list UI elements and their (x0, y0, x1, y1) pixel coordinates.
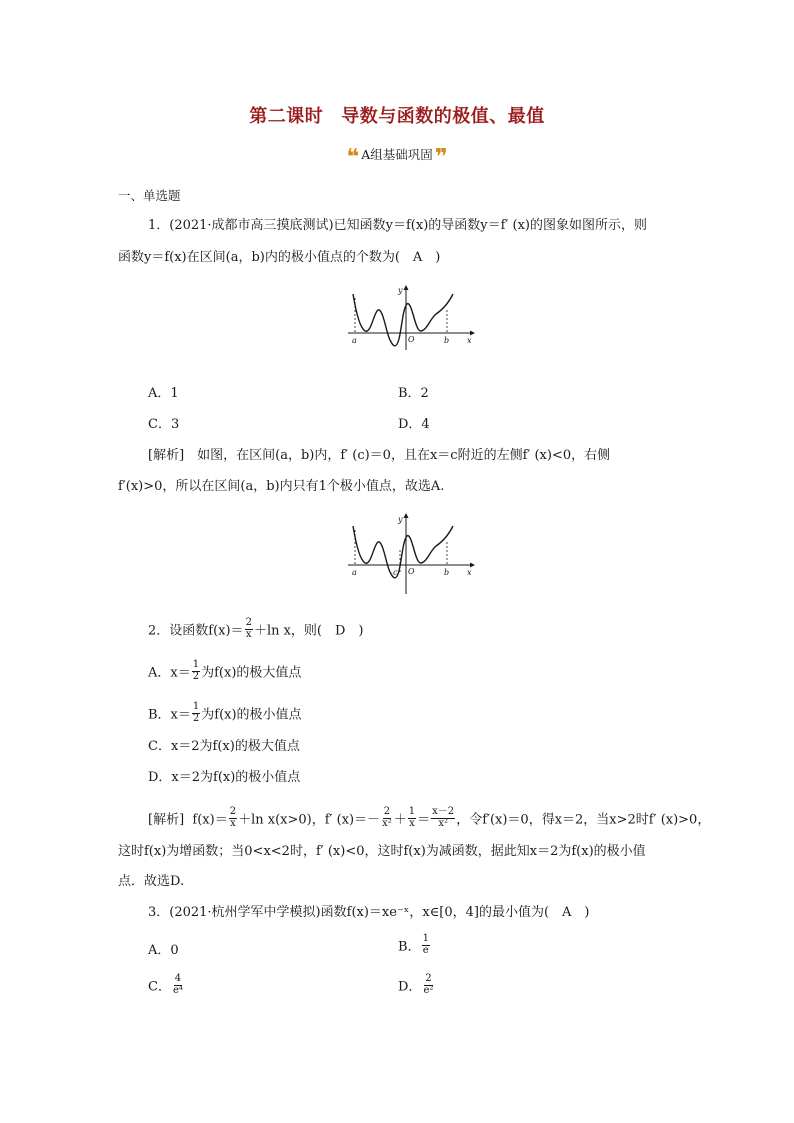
fraction-denominator: x (409, 817, 415, 829)
label-origin: O (408, 335, 415, 344)
fraction-denominator: e⁴ (172, 984, 183, 996)
q2-stem-suffix: ＋ln x，则( D ) (253, 623, 364, 639)
label-b: b (444, 568, 450, 577)
label-x: x (467, 336, 472, 345)
q1-analysis-line2: f′(x)>0，所以在区间(a，b)内只有1个极小值点，故选A. (118, 479, 445, 494)
q2-analysis-line3: 点．故选D. (118, 874, 185, 889)
label-y: y (398, 286, 403, 295)
label-a: a (352, 336, 357, 345)
fraction-numerator: x－2 (432, 806, 455, 817)
fraction-numerator: 4 (174, 973, 182, 984)
q1-option-c: C．3 (148, 417, 180, 432)
fraction (172, 974, 184, 996)
fraction (245, 618, 253, 640)
y-axis-arrow (404, 513, 409, 518)
q3-option-d (398, 973, 435, 998)
derivative-curve (353, 294, 453, 346)
group-badge-row (0, 145, 794, 170)
q2-analysis-line1 (148, 806, 711, 831)
label-b: b (444, 336, 450, 345)
fraction-denominator: x² (382, 817, 392, 829)
q2-analysis-line2: 这时f(x)为增函数；当0<x<2时，f′ (x)<0，这时f(x)为减函数，据此知x＝2为f(x)的极小值 (118, 844, 646, 859)
fraction (422, 934, 430, 956)
analysis-text: f(x)＝ (192, 812, 228, 828)
q2-option-a-suffix: 为f(x)的极大值点 (201, 665, 302, 681)
q1-option-b: B．2 (398, 386, 429, 401)
label-x: x (467, 568, 472, 577)
analysis-text: ，令f′(x)＝0，得x＝2，当x>2时f′ (x)>0， (456, 812, 711, 828)
q3-option-a: A．0 (148, 943, 179, 958)
fraction-numerator: 2 (245, 617, 252, 628)
derivative-curve (353, 526, 453, 578)
q1-option-a: A．1 (148, 386, 179, 401)
q2-option-b (148, 701, 302, 726)
fraction (422, 974, 434, 996)
q2-option-d: D．x＝2为f(x)的极小值点 (148, 770, 301, 785)
fraction-numerator: 2 (229, 806, 237, 817)
q3-option-d-prefix: D． (398, 979, 422, 995)
label-a: a (352, 568, 357, 577)
q2-option-a (148, 659, 302, 684)
fraction-numerator: 1 (408, 806, 416, 817)
fraction-numerator: 1 (422, 933, 429, 944)
close-quote-icon: ❞ (434, 145, 448, 170)
fraction-denominator: e² (423, 984, 434, 996)
q1-analysis-line1: [解析] 如图，在区间(a，b)内，f′ (c)＝0，且在x＝c附近的左侧f′ (x)<0，右侧 (148, 448, 611, 463)
q2-stem-prefix: 2．设函数f(x)＝ (148, 623, 244, 639)
analysis-text: ＝ (417, 812, 431, 828)
label-origin: O (408, 567, 415, 576)
q3-option-b-prefix: B． (398, 939, 421, 955)
q1-analysis-graph (340, 510, 480, 596)
q1-derivative-graph (340, 284, 480, 354)
fraction-denominator: x² (438, 817, 448, 829)
x-axis-arrow (470, 331, 475, 336)
label-y: y (398, 515, 403, 524)
fraction (229, 807, 237, 829)
section-heading: 一、单选题 (118, 188, 181, 203)
title-topic: 导数与函数的极值、最值 (341, 106, 545, 127)
q3-option-b (398, 933, 431, 958)
q1-stem-line1: 1．(2021·成都市高三摸底测试)已知函数y＝f(x)的导函数y＝f′ (x)的图象如图所示，则 (148, 218, 647, 233)
q3-option-c (148, 973, 185, 998)
fraction-denominator: x (230, 817, 236, 829)
q1-option-d: D．4 (398, 417, 430, 432)
label-c: c (393, 568, 398, 577)
title-lesson: 第二课时 (249, 106, 324, 127)
fraction-denominator: 2 (192, 670, 200, 682)
q3-stem: 3．(2021·杭州学军中学模拟)函数f(x)＝xe⁻ˣ，x∈[0，4]的最小值为( A ) (148, 905, 590, 920)
fraction-numerator: 2 (383, 806, 391, 817)
q2-option-b-prefix: B．x＝ (148, 707, 191, 723)
open-quote-icon: ❝ (346, 145, 360, 170)
fraction-denominator: e (422, 944, 429, 956)
group-label: A组基础巩固 (361, 146, 433, 162)
analysis-text: ＋ (393, 812, 407, 828)
fraction-numerator: 2 (425, 973, 432, 984)
q2-option-c: C．x＝2为f(x)的极大值点 (148, 739, 300, 754)
page-title (0, 108, 794, 126)
y-axis-arrow (404, 285, 409, 290)
q1-stem-line2: 函数y＝f(x)在区间(a，b)内的极小值点的个数为( A ) (118, 250, 441, 265)
fraction-denominator: 2 (192, 712, 200, 724)
fraction (408, 807, 416, 829)
group-badge (346, 145, 448, 170)
fraction (192, 660, 200, 682)
fraction-numerator: 1 (192, 659, 200, 670)
fraction-denominator: x (245, 628, 252, 640)
q2-option-a-prefix: A．x＝ (148, 665, 191, 681)
x-axis-arrow (470, 563, 475, 568)
analysis-tag: [解析] (148, 812, 185, 828)
q2-stem (148, 617, 364, 642)
fraction (431, 807, 455, 829)
q3-option-c-prefix: C． (148, 979, 171, 995)
fraction-numerator: 1 (192, 701, 200, 712)
fraction (381, 807, 393, 829)
fraction (192, 702, 200, 724)
q2-option-b-suffix: 为f(x)的极小值点 (201, 707, 302, 723)
analysis-text: ＋ln x(x>0)，f′ (x)＝－ (238, 812, 381, 828)
